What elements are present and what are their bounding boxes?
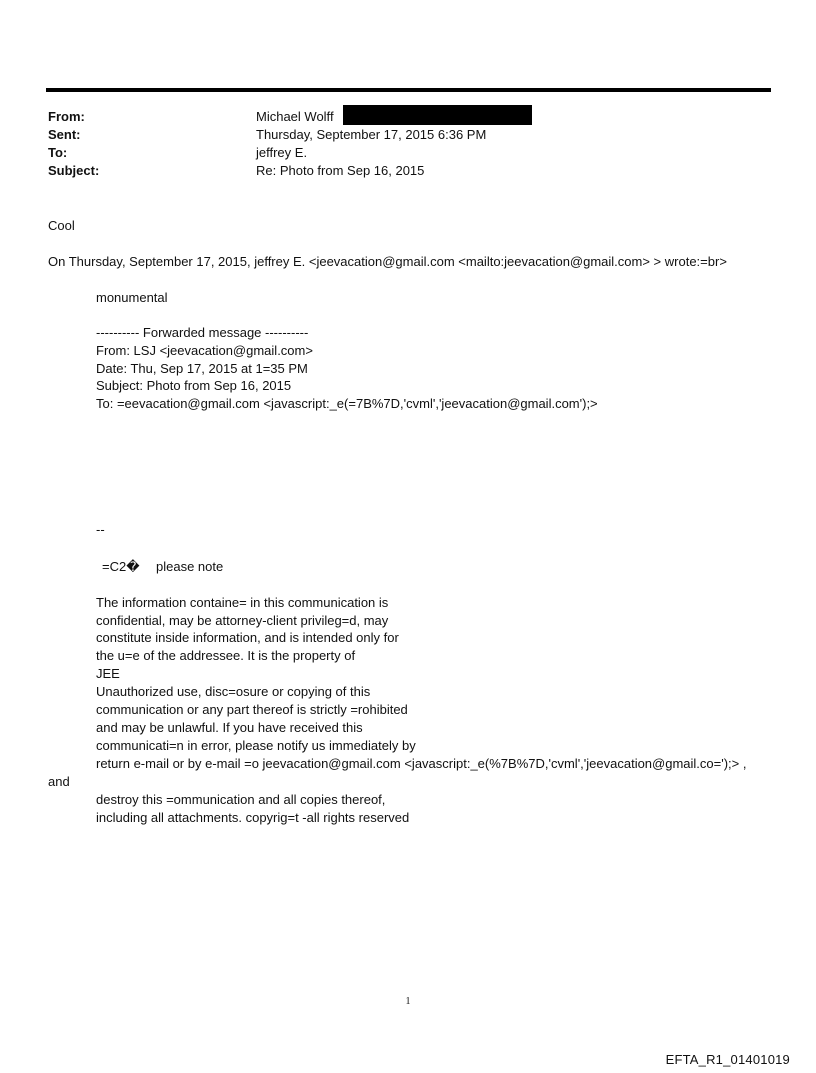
disclaimer-line: the u=e of the addressee. It is the property of: [96, 648, 356, 663]
sent-value: Thursday, September 17, 2015 6:36 PM: [256, 127, 487, 142]
wrap-word: and: [48, 774, 70, 789]
disclaimer-line: Unauthorized use, disc=osure or copying of this: [96, 684, 371, 699]
signature-note: please note: [156, 559, 224, 574]
disclaimer-line: JEE: [96, 666, 120, 681]
fwd-subject: Subject: Photo from Sep 16, 2015: [96, 378, 292, 393]
fwd-date: Date: Thu, Sep 17, 2015 at 1=35 PM: [96, 361, 308, 376]
from-label: From:: [48, 109, 85, 124]
disclaimer-line: and may be unlawful. If you have received this: [96, 720, 363, 735]
reply-text: Cool: [48, 218, 75, 233]
forward-header: ---------- Forwarded message ----------: [96, 325, 309, 340]
disclaimer-line: constitute inside information, and is intended only for: [96, 630, 399, 645]
fwd-from: From: LSJ <jeevacation@gmail.com>: [96, 343, 313, 358]
disclaimer-line: return e-mail or by e-mail =o jeevacation@gmail.com <javascript:_e(%7B%7D,'cvml','jeevacation@gmail.co=');> ,: [96, 756, 747, 771]
closing-line: including all attachments. copyrig=t -all rights reserved: [96, 810, 410, 825]
quote-intro: On Thursday, September 17, 2015, jeffrey E. <jeevacation@gmail.com <mailto:jeevacation@gmail.com> > wrote:=br>: [48, 254, 727, 269]
disclaimer-line: communication or any part thereof is strictly =rohibited: [96, 702, 408, 717]
subject-label: Subject:: [48, 163, 100, 178]
to-label: To:: [48, 145, 68, 160]
disclaimer-line: The information containe= in this communication is: [96, 595, 389, 610]
quoted-reply: monumental: [96, 290, 168, 305]
to-value: jeffrey E.: [256, 145, 308, 160]
sent-label: Sent:: [48, 127, 81, 142]
page-number: 1: [405, 996, 411, 1007]
closing-line: destroy this =ommunication and all copies thereof,: [96, 792, 386, 807]
fwd-to: To: =eevacation@gmail.com <javascript:_e(=7B%7D,'cvml','jeevacation@gmail.com');>: [96, 396, 598, 411]
redaction-box: [343, 105, 532, 125]
signature-prefix: =C2�: [102, 559, 140, 574]
subject-value: Re: Photo from Sep 16, 2015: [256, 163, 425, 178]
disclaimer-line: communicati=n in error, please notify us immediately by: [96, 738, 416, 753]
header-rule: [46, 88, 771, 92]
from-value: Michael Wolff: [256, 109, 334, 124]
disclaimer-line: confidential, may be attorney-client privileg=d, may: [96, 613, 389, 628]
document-id: EFTA_R1_01401019: [665, 1052, 790, 1067]
signature-dashes: --: [96, 522, 105, 537]
